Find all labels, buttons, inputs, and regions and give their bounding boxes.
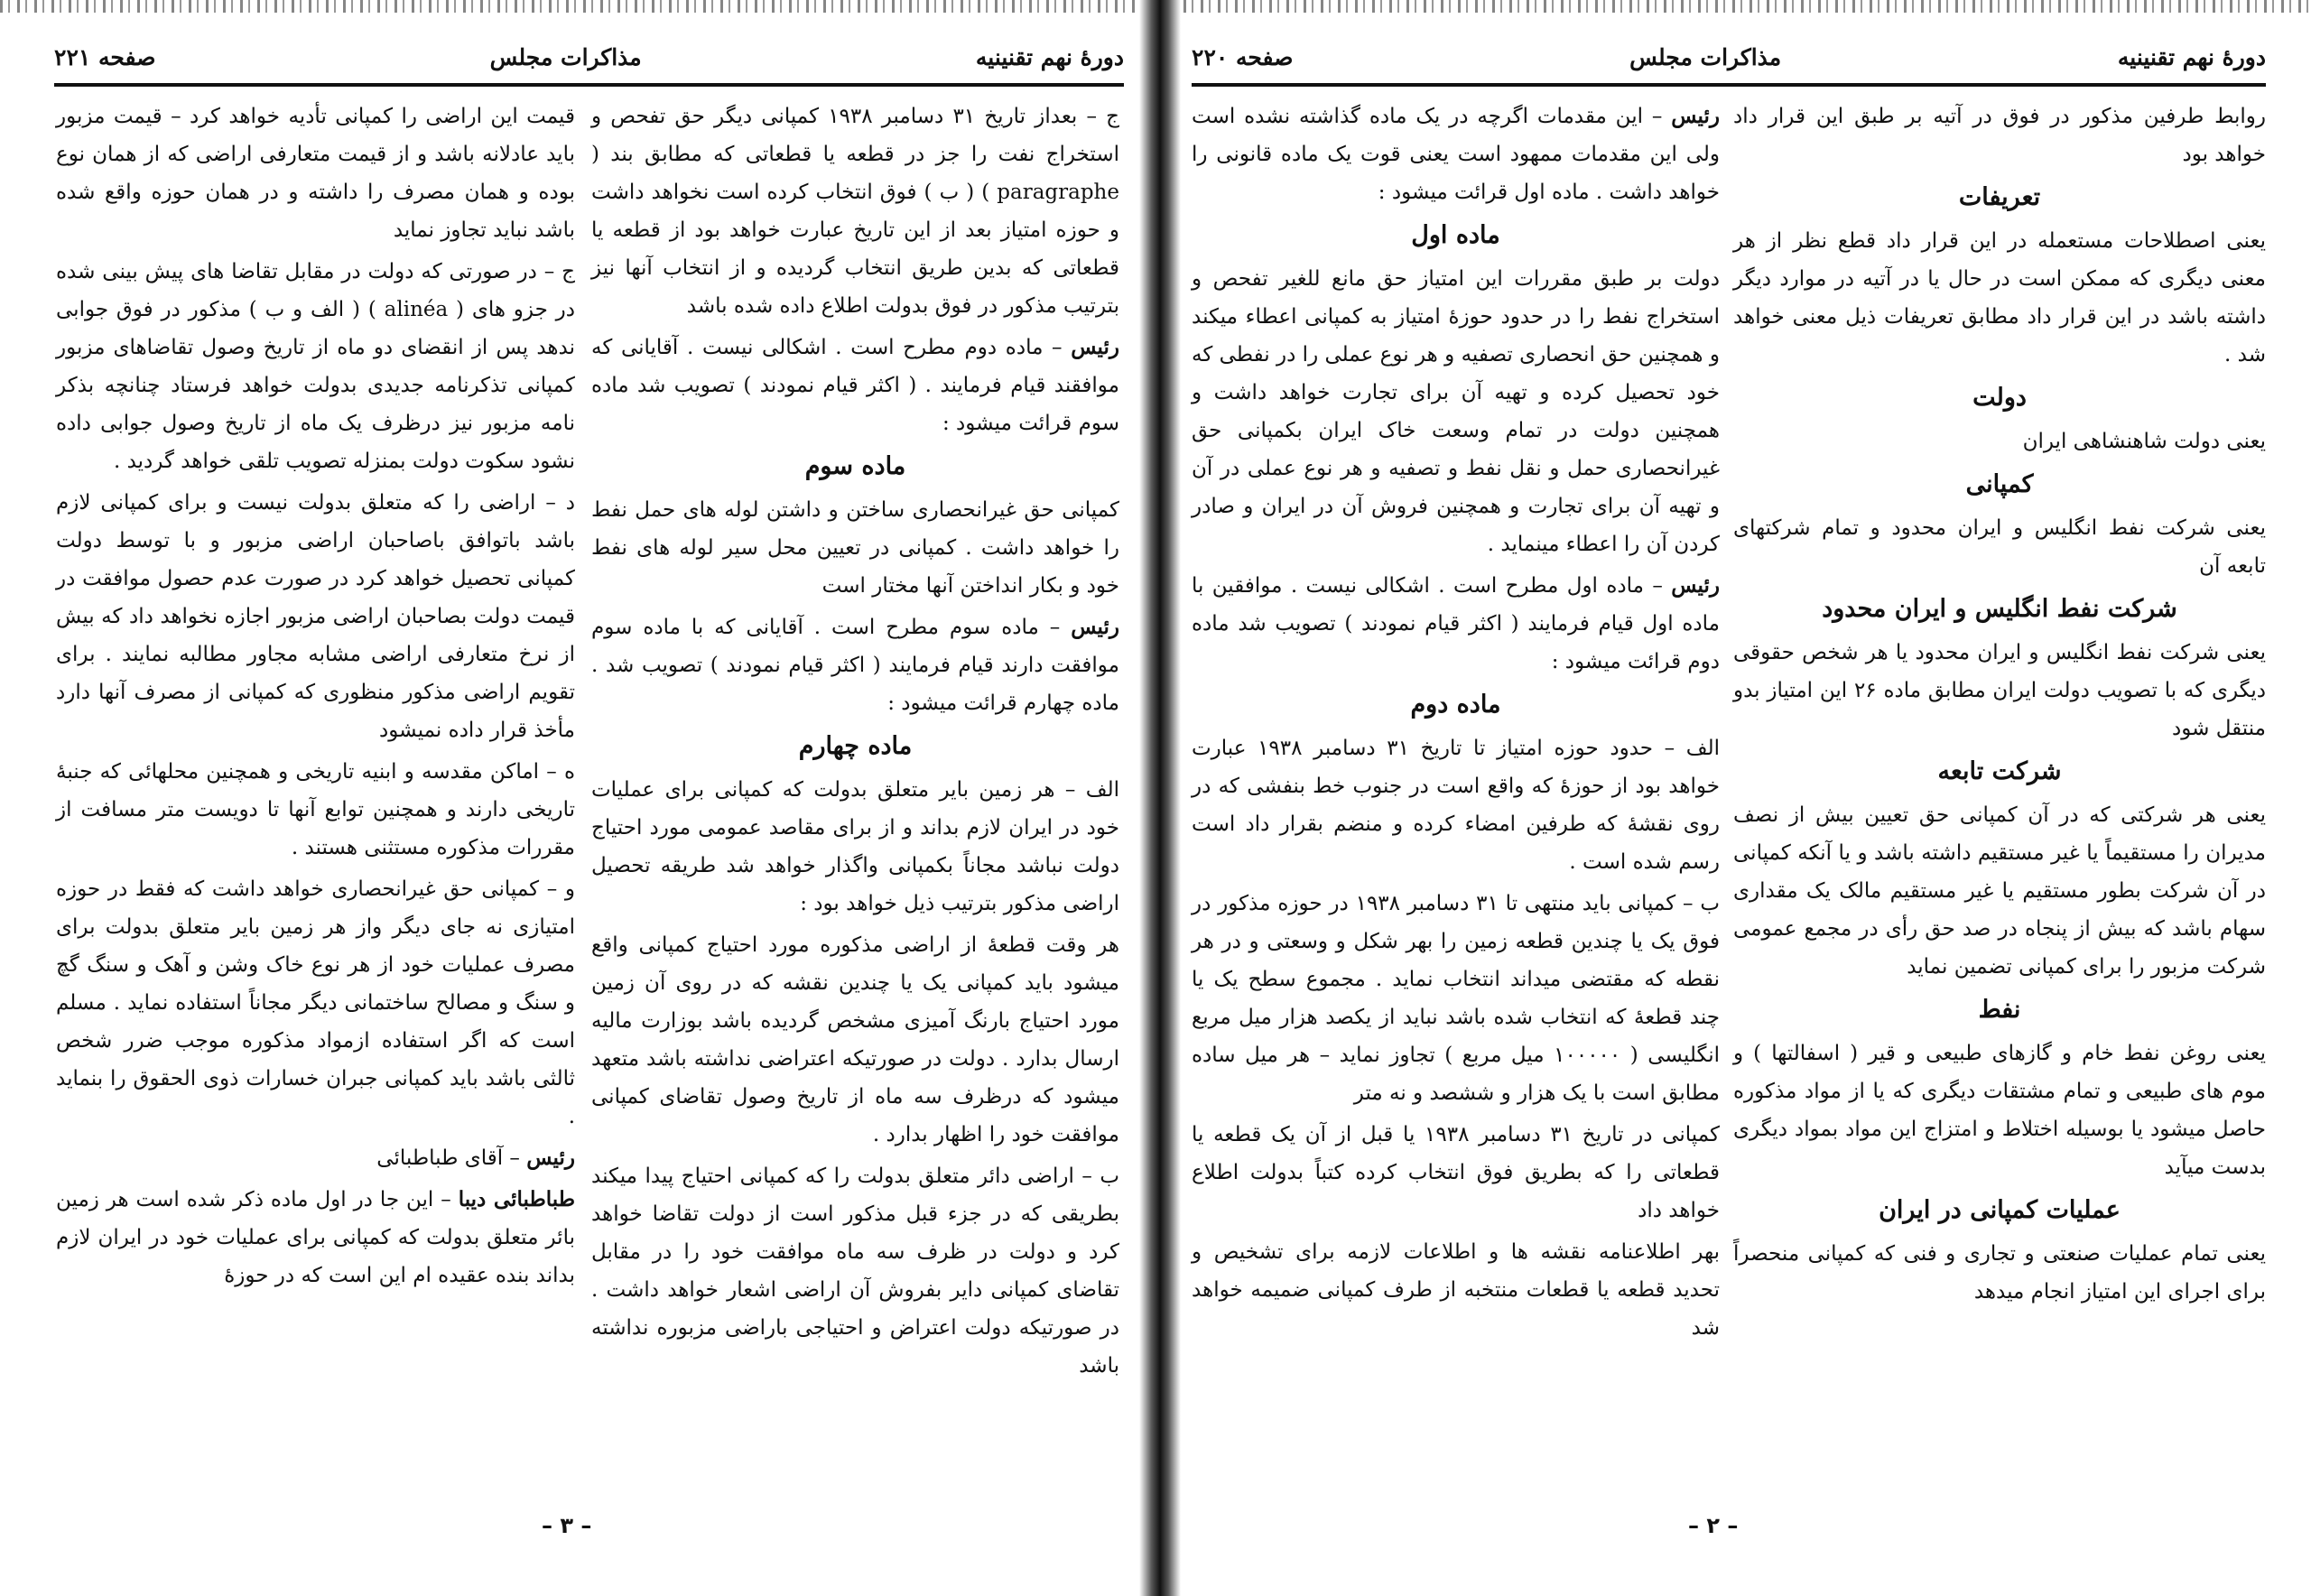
body-paragraph: روابط طرفین مذکور در فوق در آتیه بر طبق این قرار داد خواهد بود <box>1733 105 2266 166</box>
section-heading: ماده اول <box>1411 221 1500 249</box>
body-paragraph: یعنی شرکت نفط انگلیس و ایران محدود یا هر شخص حقوقی دیگری که با تصویب دولت ایران مطابق ماده ۲۶ این امتیاز بدو منتقل شود <box>1733 641 2266 740</box>
body-paragraph: یعنی اصطلاحات مستعمله در این قرار داد قطع نظر از هر معنی دیگری که ممکن است در حال یا در آتیه در موارد دیگر داشته باشد در این قرار داد مطابق تعریفات ذیل معنی خواهد شد . <box>1733 229 2266 367</box>
body-paragraph: الف – حدود حوزه امتیاز تا تاریخ ۳۱ دسامبر ۱۹۳۸ عبارت خواهد بود از حوزهٔ که واقع است در جنوب خط بنفشی که در روی نقشهٔ که طرفین امضاء کرده و منضم بقرار داد است رسم شده است . <box>1192 737 1720 874</box>
body-paragraph: یعنی شرکت نفط انگلیس و ایران محدود و تمام شرکتهای تابعه آن <box>1733 516 2266 578</box>
speaker-name: رئیس <box>1671 104 1720 128</box>
body-paragraph: بهر اطلاعنامه نقشه ها و اطلاعات لازمه برای تشخیص و تحدید قطعه یا قطعات منتخبه از طرف کمپانی ضمیمه خواهد شد <box>1192 1240 1720 1340</box>
speaker-name: رئیس <box>526 1146 575 1170</box>
speech-text: – ماده سوم مطرح است . آقایانی که با ماده سوم موافقت دارند قیام فرمایند ( اکثر قیام نمودند ) تصویب شد . ماده چهارم قرائت میشود : <box>591 616 1119 715</box>
body-paragraph: دولت بر طبق مقررات این امتیاز حق مانع للغیر تفحص و استخراج نفط را در حدود حوزهٔ امتیاز به کمپانی اعطاء میکند و همچنین حق انحصاری تصفیه و هر نوع عملی را در نفطی که خود تحصیل کرده و تهیه آن برای تجارت خواهد داشت و همچنین دولت در تمام وسعت خاک ایران بکمپانی حق غیرانحصاری حمل و نقل نفط و تصفیه و هر نوع عملی در آن و تهیه آن برای تجارت و همچنین فروش آن در ایران و صادر کردن آن را اعطاء مینماید . <box>1192 267 1720 556</box>
speech-text: – آقای طباطبائی <box>376 1146 527 1170</box>
section-heading: ماده چهارم <box>798 732 913 760</box>
header-rule <box>1192 83 2266 87</box>
section-heading: ماده دوم <box>1410 691 1501 719</box>
speaker-name: رئیس <box>1671 573 1720 598</box>
body-paragraph: الف – هر زمین بایر متعلق بدولت که کمپانی برای عملیات خود در ایران لازم بداند و از برای مقاصد عمومی مورد احتیاج دولت نباشد مجاناً بکمپانی واگذار خواهد شد طریقه تحصیل اراضی مذکور بترتیب ذیل خواهد بود : <box>591 778 1119 915</box>
body-paragraph: هر وقت قطعهٔ از اراضی مذکوره مورد احتیاج کمپانی واقع میشود باید کمپانی یک یا چندین نقشه که در روی آن زمین مورد احتیاج بارنگ آمیزی مشخص گردیده باشد بوزارت مالیه ارسال بدارد . دولت در صورتیکه اعتراضی نداشته باشد متعهد میشود که درظرف سه ماه از تاریخ وصول تقاضای کمپانی موافقت خود را اظهار بدارد . <box>591 933 1119 1146</box>
body-paragraph: قیمت این اراضی را کمپانی تأدیه خواهد کرد – قیمت مزبور باید عادلانه باشد و از قیمت متعارفی اراضی که از همان نوع بوده و همان مصرف را داشته و در همان حوزه واقع شده باشد نباید تجاوز نماید <box>56 105 575 242</box>
section-heading: شرکت تابعه <box>1937 757 2062 785</box>
body-paragraph: ه – اماکن مقدسه و ابنیه تاریخی و همچنین محلهائی که جنبهٔ تاریخی دارند و همچنین توابع آنها تا دویست متر مسافت از مقررات مذکوره مستثنی هستند . <box>56 760 575 859</box>
page-number: صفحه ۲۲۰ <box>1192 43 1294 70</box>
section-heading: شرکت نفط انگلیس و ایران محدود <box>1822 595 2177 623</box>
right-page-header <box>1192 34 2266 79</box>
speaker-paragraph <box>591 329 1119 442</box>
speaker-name: طباطبائی دیبا <box>458 1187 576 1211</box>
section-heading: نفط <box>1978 996 2021 1024</box>
left-page-right-column <box>591 97 1119 1388</box>
folio: – ۲ – <box>1688 1513 1739 1538</box>
body-paragraph: یعنی دولت شاهنشاهی ایران <box>2022 430 2266 453</box>
speech-text: – این مقدمات اگرچه در یک ماده گذاشته نشده است ولی این مقدمات ممهود است یعنی قوت یک ماده قانونی را خواهد داشت . ماده اول قرائت میشود : <box>1192 105 1720 204</box>
folio: – ۳ – <box>542 1513 592 1538</box>
body-paragraph: ب – کمپانی باید منتهی تا ۳۱ دسامبر ۱۹۳۸ در حوزه مذکور در فوق یک یا چندین قطعه زمین را بهر شکل و وسعتی و در هر نقطه که مقتضی میداند انتخاب نماید . مجموع سطح یک یا چند قطعهٔ که انتخاب شده باشد نباید از یکصد هزار میل مربع انگلیسی ( ۱۰۰۰۰۰ میل مربع ) تجاوز نماید – هر میل ساده مطابق است با یک هزار و ششصد و نه متر <box>1192 892 1720 1105</box>
section-heading: عملیات کمپانی در ایران <box>1879 1196 2121 1224</box>
left-page-header <box>54 34 1124 79</box>
section-heading: ماده سوم <box>804 452 906 480</box>
body-paragraph: د – اراضی را که متعلق بدولت نیست و برای کمپانی لازم باشد باتوافق باصاحبان اراضی مزبور و با توسط دولت کمپانی تحصیل خواهد کرد در صورت عدم حصول موافقت در قیمت دولت بصاحبان اراضی مزبور اجازه نخواهد داد که بیش از نرخ متعارفی اراضی مشابه مجاور مطالبه نمایند . برای تقویم اراضی مذکور منظوری که کمپانی از مصرف آنها دارد مأخذ قرار داده نمیشود <box>56 491 576 742</box>
body-paragraph: کمپانی حق غیرانحصاری ساختن و داشتن لوله های حمل نفط را خواهد داشت . کمپانی در تعیین محل سیر لوله های نفط خود و بکار انداختن آنها مختار است <box>591 498 1119 598</box>
speaker-paragraph <box>56 1139 575 1177</box>
section-heading: تعریفات <box>1958 183 2041 211</box>
section-heading: دولت <box>1972 384 2027 412</box>
body-paragraph: ج – در صورتی که دولت در مقابل تقاضا های پیش بینی شده در جزو های ( alinéa ) ( الف و ب ) مذکور در فوق جوابی ندهد پس از انقضای دو ماه از تاریخ وصول تقاضاهای مزبور کمپانی تذکرنامه جدیدی بدولت خواهد فرستاد چنانچه بذکر نامه مزبور نیز درظرف یک ماه از تاریخ وصول جوابی داده نشود سکوت دولت بمنزله تصویب تلقی خواهد گردید . <box>56 260 575 473</box>
body-paragraph: کمپانی در تاریخ ۳۱ دسامبر ۱۹۳۸ یا قبل از آن یک قطعه یا قطعاتی را که بطریق فوق انتخاب کرده کتباً بدولت اطلاع خواهد داد <box>1192 1123 1720 1222</box>
speech-text: – ماده دوم مطرح است . اشکالی نیست . آقایانی که موافقند قیام فرمایند . ( اکثر قیام نمودند ) تصویب شد ماده سوم قرائت میشود : <box>591 336 1119 435</box>
body-paragraph: یعنی روغن نفط خام و گازهای طبیعی و قیر ( اسفالتها ) و موم های طبیعی و تمام مشتقات دیگری که یا از مواد مذکوره حاصل میشود یا بوسیله اختلاط و امتزاج این مواد بمواد دیگری بدست میآید <box>1733 1042 2266 1179</box>
section-heading: کمپانی <box>1965 470 2034 498</box>
right-page-right-column <box>1733 97 2266 1314</box>
speaker-name: رئیس <box>1071 615 1119 639</box>
journal-title: مذاکرات مجلس <box>1629 43 1782 70</box>
speech-text: – این جا در اول ماده ذکر شده است هر زمین بائر متعلق بدولت که کمپانی برای عملیات خود در ایران لازم بداند بنده عقیده ام این است که در حوزهٔ <box>56 1188 575 1287</box>
page-number: صفحه ۲۲۱ <box>54 43 156 70</box>
speech-text: – ماده اول مطرح است . اشکالی نیست . موافقین با ماده اول قیام فرمایند ( اکثر قیام نمودند ) تصویب شد ماده دوم قرائت میشود : <box>1192 574 1720 673</box>
body-paragraph: و – کمپانی حق غیرانحصاری خواهد داشت که فقط در حوزه امتیازی نه جای دیگر واز هر زمین بایر متعلق بدولت برای مصرف عملیات خود از هر نوع خاک وشن و آهک و سنگ گچ و سنگ و مصالح ساختمانی دیگر مجاناً استفاده نماید . مسلم است که اگر استفاده ازمواد مذکوره موجب ضرر شخص ثالثی باشد باید کمپانی جبران خسارات ذوی الحقوق را بنماید . <box>56 877 575 1128</box>
speaker-paragraph <box>56 1181 575 1294</box>
period-label: دورهٔ نهم تقنینیه <box>975 43 1124 70</box>
body-paragraph: یعنی تمام عملیات صنعتی و تجاری و فنی که کمپانی منحصراً برای اجرای این امتیاز انجام میدهد <box>1733 1242 2266 1304</box>
body-paragraph: ج – بعداز تاریخ ۳۱ دسامبر ۱۹۳۸ کمپانی دیگر حق تفحص و استخراج نفت را جز در قطعه یا قطعاتی که مطابق بند ( paragraphe ) ( ب ) فوق انتخاب کرده است نخواهد داشت و حوزه امتیاز بعد از این تاریخ عبارت خواهد بود از قطعه یا قطعاتی که بدین طریق انتخاب گردیده و از انتخاب آنها نیز بترتیب مذکور در فوق بدولت اطلاع داده شده باشد <box>591 105 1119 318</box>
body-paragraph: یعنی هر شرکتی که در آن کمپانی حق تعیین بیش از نصف مدیران را مستقیماً یا غیر مستقیم داشته باشد و یا آنکه کمپانی در آن شرکت بطور مستقیم یا غیر مستقیم مالک یک مقداری سهام باشد که بیش از پنجاه در صد حق رأی در مجمع عمومی شرکت مزبور را برای کمپانی تضمین نماید <box>1733 803 2266 979</box>
speaker-paragraph <box>1192 97 1720 211</box>
journal-title: مذاکرات مجلس <box>489 43 642 70</box>
header-rule <box>54 83 1124 87</box>
speaker-paragraph <box>1192 567 1720 681</box>
body-paragraph: ب – اراضی دائر متعلق بدولت را که کمپانی احتیاج پیدا میکند بطریقی که در جزء قبل مذکور است از دولت تقاضا خواهد کرد و دولت در ظرف سه ماه موافقت خود را در مقابل تقاضای کمپانی دایر بفروش آن اراضی اشعار خواهد داشت . در صورتیکه دولت اعتراض و احتیاجی باراضی مزبوره نداشته باشد <box>591 1165 1119 1378</box>
period-label: دورهٔ نهم تقنینیه <box>2117 43 2266 70</box>
right-page <box>1156 0 2311 1596</box>
speaker-name: رئیس <box>1071 335 1119 359</box>
speaker-paragraph <box>591 608 1119 722</box>
right-page-left-column <box>1192 97 1720 1350</box>
left-page-left-column <box>56 97 575 1298</box>
